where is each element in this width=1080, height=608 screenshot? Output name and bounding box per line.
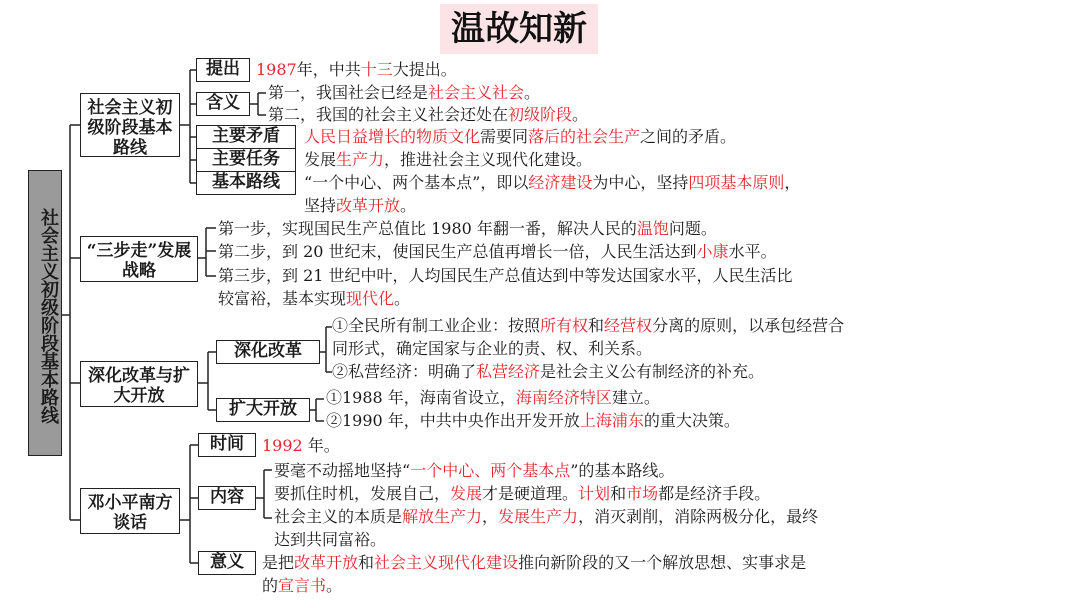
body-text: 同形式，确定国家与企业的责、权、利关系。 — [332, 339, 653, 358]
body-text: ①1988 年，海南省设立， — [326, 388, 516, 407]
body-text: “一个中心、两个基本点”，即以 — [304, 173, 529, 192]
body-text: 年。 — [302, 436, 340, 455]
text-line — [262, 436, 340, 456]
body-text: ②私营经济：明确了 — [332, 362, 477, 381]
text-line — [274, 461, 674, 481]
emphasis-text: 计划 — [578, 484, 611, 503]
text-line — [304, 173, 800, 193]
text-line — [218, 266, 793, 286]
page-title: 温故知新 — [440, 4, 598, 54]
body-text: 都是经济手段。 — [658, 484, 771, 503]
emphasis-text: 上海浦东 — [579, 411, 644, 430]
text-line — [274, 484, 770, 504]
text-line — [218, 219, 717, 239]
emphasis-text: 社会主义现代化建设 — [374, 553, 519, 572]
emphasis-text: 解放生产力 — [402, 507, 483, 526]
text-line — [268, 105, 588, 125]
sub-meaning: 含义 — [196, 92, 250, 116]
body-text: 要毫不动摇地坚持“ — [274, 461, 411, 480]
body-text: 第一步，实现国民生产总值比 1980 年翻一番，解决人民的 — [218, 219, 637, 238]
emphasis-text: 市场 — [626, 484, 659, 503]
text-line — [262, 553, 806, 573]
body-text: 和 — [610, 484, 627, 503]
emphasis-text: 私营经济 — [476, 362, 541, 381]
branch-three-steps: “三步走”发展战略 — [80, 236, 198, 282]
emphasis-text: 落后的社会生产 — [528, 127, 641, 146]
text-line — [304, 150, 592, 170]
body-text: 发展 — [304, 150, 337, 169]
sub-basic-line: 基本路线 — [196, 171, 296, 195]
emphasis-text: 社会主义社会 — [428, 83, 525, 102]
text-line — [274, 507, 818, 527]
body-text: 才是硬道理。 — [482, 484, 579, 503]
text-line — [274, 530, 386, 550]
text-line — [256, 60, 457, 80]
body-text: ②1990 年，中共中央作出开发开放 — [326, 411, 580, 430]
sub-contradiction: 主要矛盾 — [196, 125, 296, 149]
text-line — [218, 242, 777, 262]
body-text: 和 — [358, 553, 375, 572]
body-text: 第二，我国的社会主义社会还处在 — [268, 105, 509, 124]
body-text: ， — [482, 507, 499, 526]
body-text: 大提出。 — [392, 60, 457, 79]
body-text: 年，中共 — [296, 60, 361, 79]
body-text: ，推进社会主义现代化建设。 — [384, 150, 593, 169]
body-text: 要抓住时机，发展自己， — [274, 484, 451, 503]
body-text: 水平。 — [728, 242, 777, 261]
emphasis-text: 小康 — [696, 242, 729, 261]
body-text: 。 — [572, 105, 589, 124]
body-text: 分离的原则，以承包经营合 — [652, 316, 845, 335]
emphasis-text: 改革开放 — [294, 553, 359, 572]
branch-basic-line: 社会主义初级阶段基本路线 — [80, 93, 180, 157]
emphasis-text: 现代化 — [346, 289, 395, 308]
emphasis-text: 一个中心、两个基本点 — [410, 461, 571, 480]
body-text: 第一，我国社会已经是 — [268, 83, 429, 102]
root-node: 社会主义初级阶段基本路线 — [28, 170, 62, 456]
body-text: 较富裕，基本实现 — [218, 289, 347, 308]
sub-expand-open: 扩大开放 — [216, 398, 310, 422]
body-text: ， — [784, 173, 801, 192]
body-text: 达到共同富裕。 — [274, 530, 387, 549]
sub-significance: 意义 — [198, 551, 256, 575]
text-line — [304, 196, 416, 216]
sub-time: 时间 — [198, 433, 256, 457]
emphasis-text: 温饱 — [636, 219, 669, 238]
branch-reform-open: 深化改革与扩大开放 — [80, 361, 198, 407]
sub-deepen-reform: 深化改革 — [216, 340, 320, 364]
text-line — [332, 339, 652, 359]
emphasis-text: 1992 — [262, 436, 303, 455]
emphasis-text: 宣言书 — [278, 576, 327, 595]
text-line — [262, 576, 342, 596]
body-text: 为中心，坚持 — [592, 173, 689, 192]
body-text: 第二步，到 20 世纪末，使国民生产总值再增长一倍，人民生活达到 — [218, 242, 697, 261]
body-text: 。 — [400, 196, 417, 215]
emphasis-text: 经济建设 — [528, 173, 593, 192]
body-text: ”的基本路线。 — [570, 461, 675, 480]
text-line — [326, 388, 660, 408]
text-line — [268, 83, 540, 103]
sub-propose: 提出 — [196, 58, 250, 82]
emphasis-text: 十三 — [360, 60, 393, 79]
sub-task: 主要任务 — [196, 148, 296, 172]
body-text: 和 — [588, 316, 605, 335]
emphasis-text: 初级阶段 — [508, 105, 573, 124]
emphasis-text: 发展生产力 — [498, 507, 579, 526]
emphasis-text: 人民日益增长的物质文化 — [304, 127, 481, 146]
emphasis-text: 海南经济特区 — [515, 388, 612, 407]
body-text: 社会主义的本质是 — [274, 507, 403, 526]
body-text: 是社会主义公有制经济的补充。 — [540, 362, 765, 381]
emphasis-text: 四项基本原则 — [688, 173, 785, 192]
body-text: ，消灭剥削，消除两极分化，最终 — [578, 507, 819, 526]
body-text: 之间的矛盾。 — [640, 127, 737, 146]
body-text: 问题。 — [668, 219, 717, 238]
text-line — [218, 289, 410, 309]
body-text: 的 — [262, 576, 279, 595]
body-text: 。 — [394, 289, 411, 308]
emphasis-text: 1987 — [256, 60, 297, 79]
emphasis-text: 改革开放 — [336, 196, 401, 215]
sub-content: 内容 — [198, 486, 256, 510]
body-text: 需要同 — [480, 127, 529, 146]
body-text: 坚持 — [304, 196, 337, 215]
body-text: 建立。 — [611, 388, 660, 407]
emphasis-text: 发展 — [450, 484, 483, 503]
body-text: 。 — [524, 83, 541, 102]
emphasis-text: 生产力 — [336, 150, 385, 169]
text-line — [332, 362, 764, 382]
body-text: 是把 — [262, 553, 295, 572]
text-line — [332, 316, 844, 336]
text-line — [304, 127, 736, 147]
emphasis-text: 所有权 — [540, 316, 589, 335]
body-text: 推向新阶段的又一个解放思想、实事求是 — [518, 553, 807, 572]
body-text: 。 — [326, 576, 343, 595]
body-text: 的重大决策。 — [643, 411, 740, 430]
text-line — [326, 411, 740, 431]
body-text: ①全民所有制工业企业：按照 — [332, 316, 541, 335]
body-text: 第三步，到 21 世纪中叶，人均国民生产总值达到中等发达国家水平，人民生活比 — [218, 266, 793, 285]
emphasis-text: 经营权 — [604, 316, 653, 335]
branch-south-talk: 邓小平南方谈话 — [80, 488, 180, 534]
